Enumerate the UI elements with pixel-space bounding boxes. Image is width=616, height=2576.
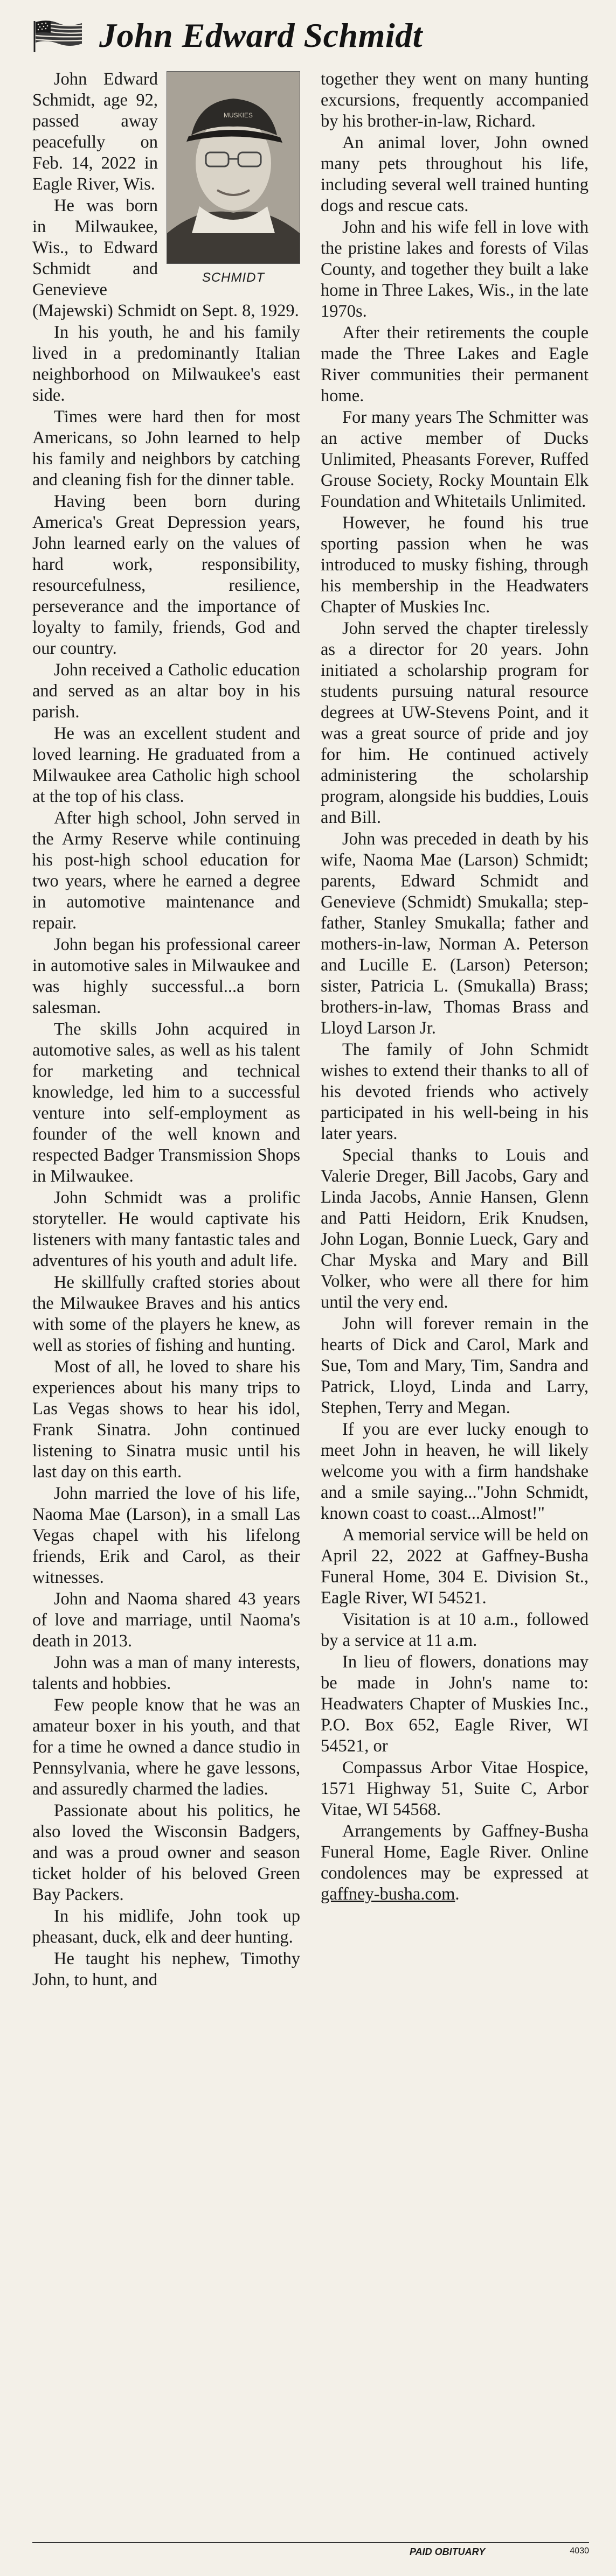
obit-paragraph: In his midlife, John took up pheasant, duck, elk and deer hunting. xyxy=(32,1907,300,1947)
portrait-image-icon xyxy=(167,72,300,263)
obit-paragraph: He taught his nephew, Timothy John, to hunt, and xyxy=(32,1949,300,1989)
obit-paragraph: John began his professional career in automotive sales in Milwaukee and was highly successful...a born salesman. xyxy=(32,935,300,1017)
obit-paragraph: John was preceded in death by his wife, Naoma Mae (Larson) Schmidt; parents, Edward Schmidt and Genevieve (Schmidt) Smukalla; step-father, Stanley Smukalla; father and mothers-in-law, Norman A. Peterson and Lucille E. (Larson) Peterson; sister, Patricia L. (Smukalla) Brass; brothers-in-law, Thomas Brass and Lloyd Larson Jr. xyxy=(321,829,589,1038)
obit-paragraph: A memorial service will be held on April 22, 2022 at Gaffney-Busha Funeral Home, 304 E. Division St., Eagle River, WI 54521. xyxy=(321,1525,589,1608)
obit-paragraph: John received a Catholic education and served as an altar boy in his parish. xyxy=(32,660,300,722)
obit-paragraph xyxy=(321,1821,589,1905)
obit-paragraph: If you are ever lucky enough to meet John in heaven, he will likely welcome you with a firm handshake and a smile saying..."John Schmidt, known coast to coast...Almost!" xyxy=(321,1420,589,1523)
obit-paragraph: John Edward Schmidt, age 92, passed away peacefully on Feb. 14, 2022 in Eagle River, Wis. xyxy=(32,69,158,194)
obit-paragraph: After their retirements the couple made the Three Lakes and Eagle River communities their permanent home. xyxy=(321,323,589,406)
ad-code: 4030 xyxy=(570,2546,589,2556)
paid-obituary-label: PAID OBITUARY xyxy=(410,2546,486,2557)
portrait-photo xyxy=(167,71,300,264)
american-flag-icon xyxy=(32,19,84,52)
obit-paragraph: Passionate about his politics, he also loved the Wisconsin Badgers, and was a proud owner and season ticket holder of his beloved Green Bay Packers. xyxy=(32,1801,300,1904)
obit-paragraph: John served the chapter tirelessly as a director for 20 years. John initiated a scholarship program for students pursuing natural resource degrees at UW-Stevens Point, and it was a great source of pride and joy for him. He continued actively administering the scholarship program, alongside his buddies, Louis and Bill. xyxy=(321,619,589,827)
obituary-title: John Edward Schmidt xyxy=(99,16,423,54)
obit-paragraph: Special thanks to Louis and Valerie Dreger, Bill Jacobs, Gary and Linda Jacobs, Annie Hansen, Glenn and Patti Heidorn, Erik Knudsen, John Logan, Bonnie Lueck, Gary and Char Myska and Mary and Bill Volker, who were all there for him until the very end. xyxy=(321,1146,589,1312)
right-column xyxy=(321,69,589,1905)
obit-paragraph: John was a man of many interests, talents and hobbies. xyxy=(32,1653,300,1693)
obit-paragraph: For many years The Schmitter was an active member of Ducks Unlimited, Pheasants Forever, Ruffed Grouse Society, Rocky Mountain Elk Foundation and Whitetails Unlimited. xyxy=(321,408,589,511)
obituary-footer xyxy=(32,2542,589,2565)
obit-paragraph: Compassus Arbor Vitae Hospice, 1571 Highway 51, Suite C, Arbor Vitae, WI 54568. xyxy=(321,1758,589,1819)
obituary-columns xyxy=(32,69,589,1991)
photo-caption: SCHMIDT xyxy=(202,270,265,285)
obit-paragraph: Having been born during America's Great Depression years, John learned early on the values of hard work, responsibility, resourcefulness, resilience, perseverance and the importance of loyalty to family, friends, God and our country. xyxy=(32,492,300,658)
obit-paragraph: The skills John acquired in automotive sales, as well as his talent for marketing and technical knowledge, led him to a successful venture into self-employment as founder of the well known and respected Badger Transmission Shops in Milwaukee. xyxy=(32,1020,300,1186)
obit-paragraph: The family of John Schmidt wishes to extend their thanks to all of his devoted friends who actively participated in his well-being in his later years. xyxy=(321,1040,589,1143)
website-suffix: . xyxy=(455,1884,460,1904)
obit-paragraph: In his youth, he and his family lived in a predominantly Italian neighborhood on Milwaukee's east side. xyxy=(32,323,300,405)
left-column xyxy=(32,69,300,1991)
svg-text:MUSKIES: MUSKIES xyxy=(224,111,253,119)
obit-paragraph: In lieu of flowers, donations may be made in John's name to: Headwaters Chapter of Muskies Inc., P.O. Box 652, Eagle River, WI 54521, or xyxy=(321,1652,589,1756)
obit-paragraph: John and Naoma shared 43 years of love and marriage, until Naoma's death in 2013. xyxy=(32,1589,300,1651)
obit-paragraph: Visitation is at 10 a.m., followed by a service at 11 a.m. xyxy=(321,1610,589,1650)
obit-paragraph: John Schmidt was a prolific storyteller. He would captivate his listeners with many fantastic tales and adventures of his youth and adult life. xyxy=(32,1188,300,1270)
obit-paragraph: He skillfully crafted stories about the Milwaukee Braves and his antics with some of the players he knew, as well as stories of fishing and hunting. xyxy=(32,1273,300,1355)
obit-paragraph: John married the love of his life, Naoma Mae (Larson), in a small Las Vegas chapel with his lifelong friends, Erik and Carol, as their witnesses. xyxy=(32,1484,300,1587)
obit-paragraph: John and his wife fell in love with the pristine lakes and forests of Vilas County, and together they built a lake home in Three Lakes, Wis., in the late 1970s. xyxy=(321,218,589,321)
obituary-header xyxy=(32,14,589,57)
obit-paragraph: After high school, John served in the Army Reserve while continuing his post-high school education for two years, where he earned a degree in automotive maintenance and repair. xyxy=(32,808,300,933)
funeral-home-website-link[interactable]: gaffney-busha.com xyxy=(321,1884,455,1904)
arrangements-text: Arrangements by Gaffney-Busha Funeral Home, Eagle River. Online condolences may be expressed at xyxy=(321,1821,589,1883)
obit-paragraph: Times were hard then for most Americans, so John learned to help his family and neighbors by catching and cleaning fish for the dinner table. xyxy=(32,407,300,490)
obit-paragraph: He was an excellent student and loved learning. He graduated from a Milwaukee area Catholic high school at the top of his class. xyxy=(32,724,300,806)
obit-paragraph: Few people know that he was an amateur boxer in his youth, and that for a time he owned a dance studio in Pennsylvania, where he gave lessons, and assuredly charmed the ladies. xyxy=(32,1695,300,1799)
obit-paragraph: An animal lover, John owned many pets throughout his life, including several well trained hunting dogs and rescue cats. xyxy=(321,133,589,215)
obit-paragraph: He was born in Milwaukee, Wis., to Edward Schmidt and Genevieve (Majewski) Schmidt on Sept. 8, 1929. xyxy=(32,196,299,320)
portrait-block xyxy=(167,71,300,288)
obit-paragraph: John will forever remain in the hearts of Dick and Carol, Mark and Sue, Tom and Mary, Tim, Sandra and Patrick, Lloyd, Linda and Larry, Stephen, Terry and Megan. xyxy=(321,1314,589,1418)
obit-paragraph: However, he found his true sporting passion when he was introduced to musky fishing, through his membership in the Headwaters Chapter of Muskies Inc. xyxy=(321,513,589,617)
obit-paragraph: Most of all, he loved to share his experiences about his many trips to Las Vegas shows to hear his idol, Frank Sinatra. John continued listening to Sinatra music until his last day on this earth. xyxy=(32,1357,300,1482)
obit-paragraph: together they went on many hunting excursions, frequently accompanied by his brother-in-law, Richard. xyxy=(321,69,589,131)
